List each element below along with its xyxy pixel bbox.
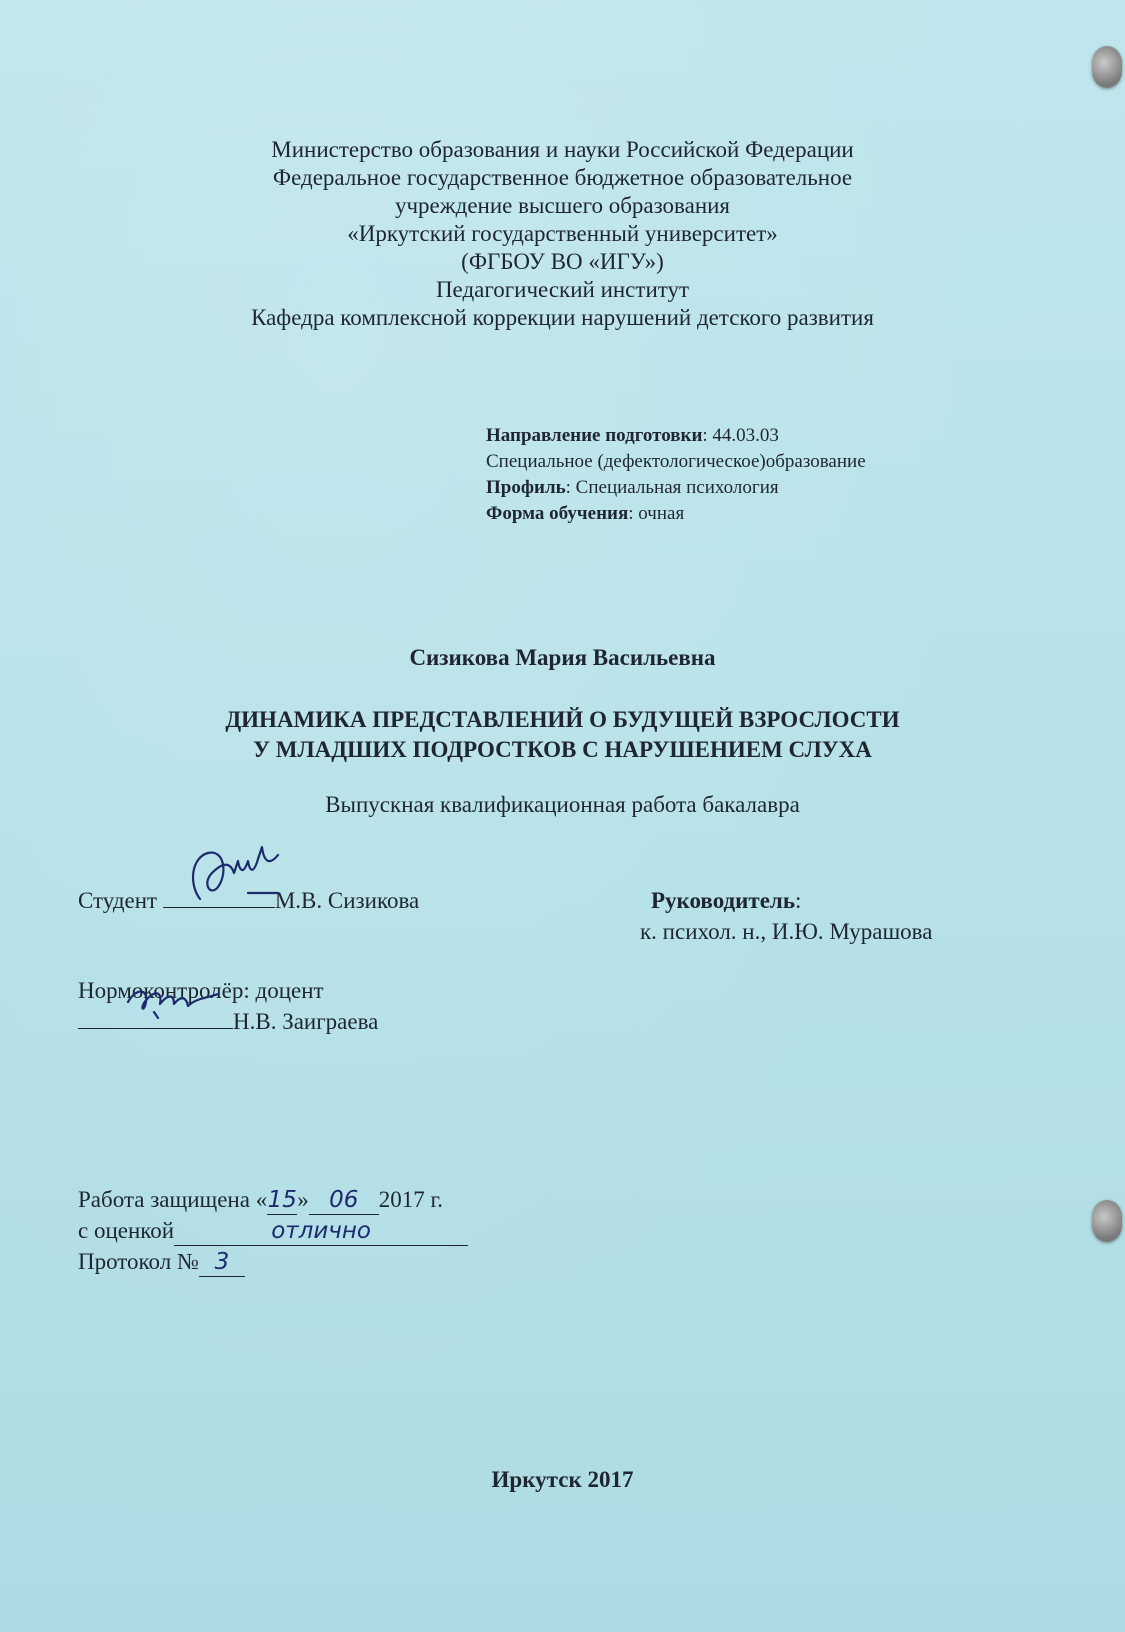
- protocol-number: 3: [199, 1248, 245, 1277]
- grade-label: с оценкой: [78, 1218, 175, 1243]
- defense-day: 15: [267, 1187, 297, 1213]
- thesis-title-line-1: ДИНАМИКА ПРЕДСТАВЛЕНИЙ О БУДУЩЕЙ ВЗРОСЛОСТИ: [225, 707, 900, 732]
- supervisor-colon: :: [795, 888, 802, 913]
- student-label: Студент: [78, 888, 158, 913]
- header-line-department: Кафедра комплексной коррекции нарушений детского развития: [251, 305, 874, 330]
- thesis-title-line-2: У МЛАДШИХ ПОДРОСТКОВ С НАРУШЕНИЕМ СЛУХА: [253, 737, 872, 762]
- student-signature: [178, 843, 298, 913]
- thesis-title: [0, 705, 1125, 765]
- defense-prefix: Работа защищена «: [78, 1187, 268, 1212]
- binder-clip-top: [1092, 46, 1122, 88]
- profile-label: Профиль: [486, 477, 566, 498]
- city-year: Иркутск 2017: [491, 1467, 634, 1492]
- binder-clip-bottom: [1092, 1200, 1122, 1242]
- defense-date-line: [78, 1186, 443, 1215]
- study-form-label: Форма обучения: [486, 503, 629, 524]
- direction-name: Специальное (дефектологическое)образование: [486, 451, 866, 472]
- header-line-institute: Педагогический институт: [435, 277, 690, 302]
- profile-row: [486, 475, 866, 501]
- work-type: Выпускная квалификационная работа бакалавра: [325, 792, 800, 817]
- grade-line: [78, 1217, 468, 1246]
- direction-code: : 44.03.03: [702, 425, 779, 446]
- defense-month: 06: [309, 1186, 379, 1215]
- author-name: Сизикова Мария Васильевна: [409, 645, 716, 670]
- grade-value: отлично: [174, 1217, 468, 1246]
- header-line-institution-type: учреждение высшего образования: [394, 193, 731, 218]
- defense-quote-close: »: [297, 1187, 309, 1212]
- supervisor-heading: [651, 887, 801, 915]
- study-direction-block: [486, 423, 866, 527]
- normcontrol-signature-blank: [78, 1028, 233, 1029]
- header-line-federal: Федеральное государственное бюджетное образовательное: [272, 165, 853, 190]
- defense-year: 2017 г.: [378, 1187, 444, 1212]
- header-line-university: «Иркутский государственный университет»: [347, 221, 778, 246]
- header-line-abbreviation: (ФГБОУ ВО «ИГУ»): [461, 249, 664, 274]
- header-line-ministry: Министерство образования и науки Российской Федерации: [271, 137, 854, 162]
- student-name: М.В. Сизикова: [274, 888, 420, 913]
- normcontrol-name: Н.В. Заиграева: [233, 1009, 379, 1034]
- profile-value: : Специальная психология: [565, 477, 779, 498]
- study-form-value: : очная: [628, 503, 685, 524]
- study-form-row: [486, 501, 866, 527]
- supervisor-details: к. психол. н., И.Ю. Мурашова: [640, 919, 933, 944]
- direction-label: Направление подготовки: [486, 425, 703, 446]
- institution-header: [0, 136, 1125, 332]
- normcontrol-signature: [118, 968, 238, 1028]
- normcontrol-label: Нормоконтролёр: доцент: [78, 978, 324, 1003]
- protocol-line: [78, 1248, 245, 1277]
- protocol-label: Протокол №: [78, 1249, 199, 1274]
- direction-row: [486, 423, 866, 449]
- supervisor-label: Руководитель: [651, 888, 795, 913]
